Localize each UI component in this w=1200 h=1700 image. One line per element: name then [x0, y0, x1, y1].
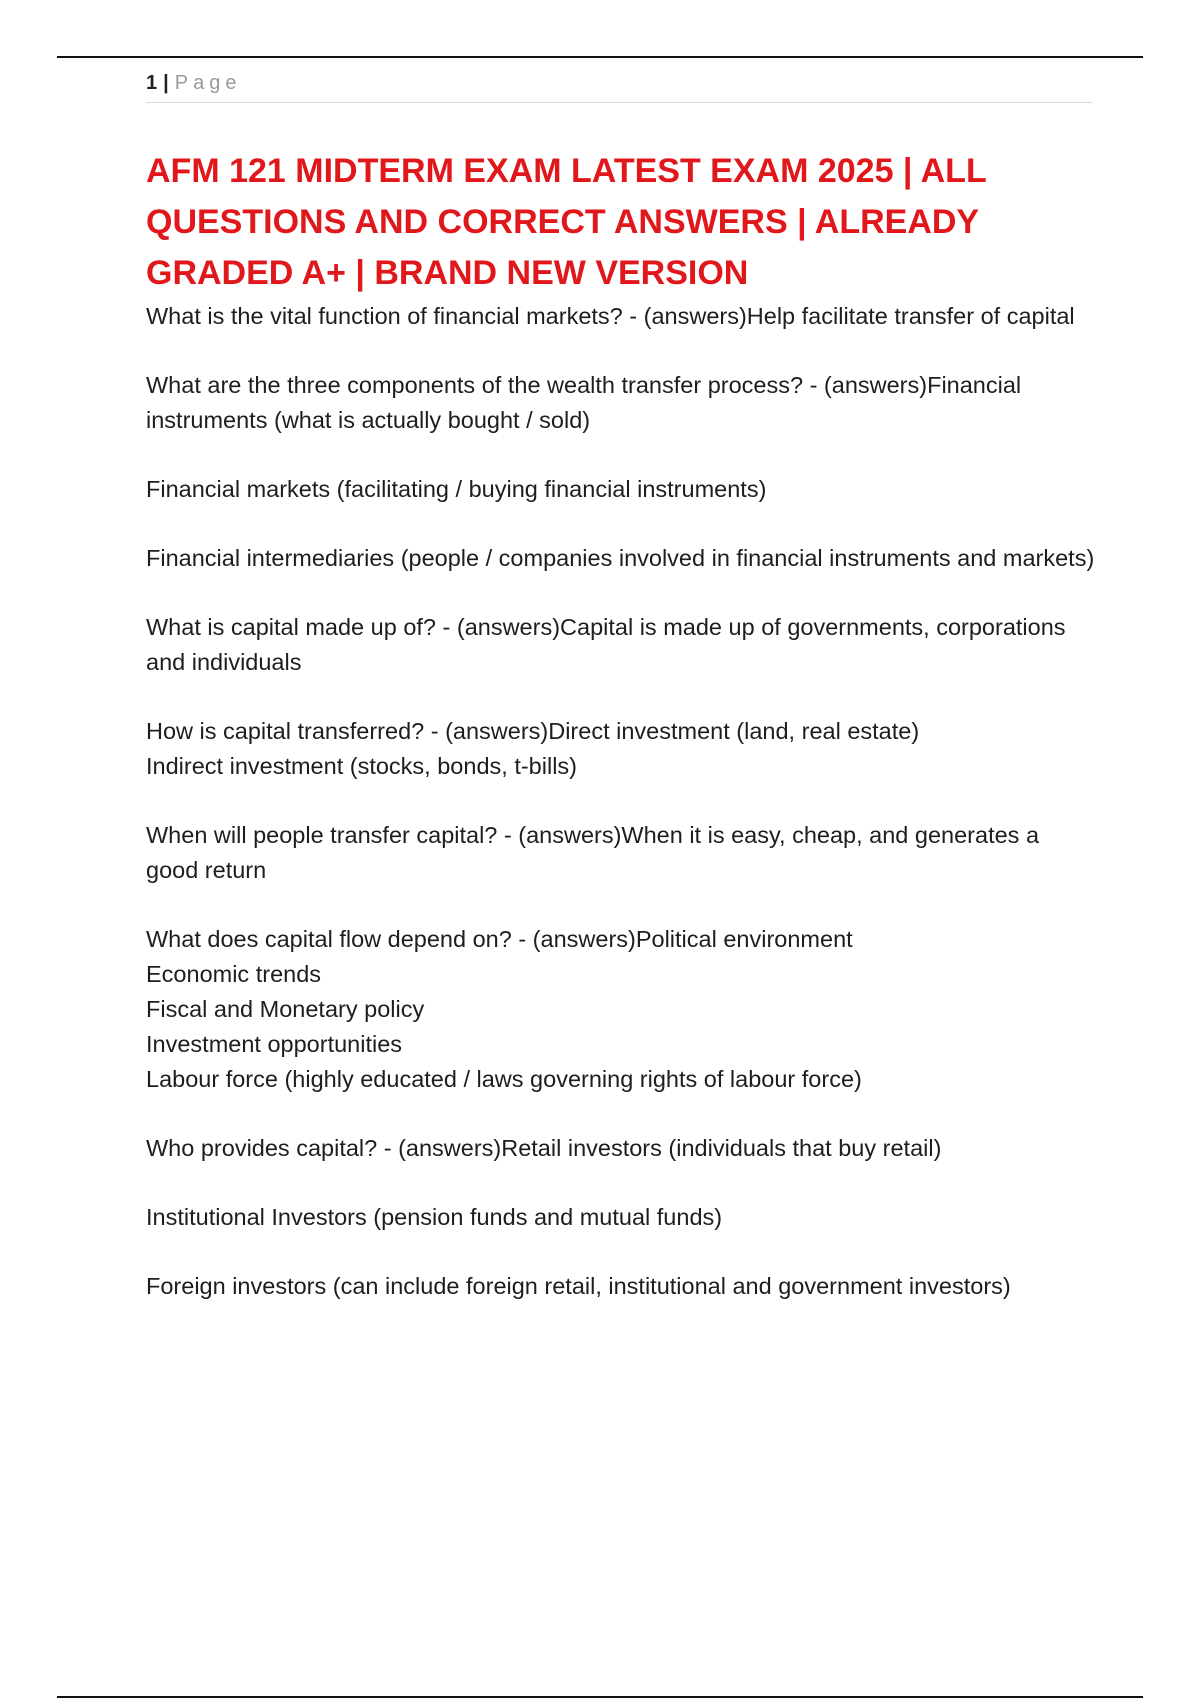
paragraph-spacer	[146, 1097, 1096, 1131]
paragraph-spacer	[146, 507, 1096, 541]
qa-paragraph	[146, 1200, 1096, 1235]
qa-line: Financial intermediaries (people / companies involved in financial instruments and markets)	[146, 545, 1095, 571]
page-number: 1	[146, 72, 158, 94]
paragraph-spacer	[146, 334, 1096, 368]
qa-paragraph	[146, 541, 1096, 576]
qa-paragraph	[146, 714, 1096, 784]
qa-paragraph	[146, 818, 1096, 888]
qa-list	[146, 299, 1096, 1304]
qa-line: Foreign investors (can include foreign retail, institutional and government investors)	[146, 1273, 1011, 1299]
qa-paragraph	[146, 299, 1096, 334]
document-title: AFM 121 MIDTERM EXAM LATEST EXAM 2025 | ALL QUESTIONS AND CORRECT ANSWERS | ALREADY GRADED A+ | BRAND NEW VERSION	[146, 152, 987, 292]
paragraph-spacer	[146, 576, 1096, 610]
qa-line: Labour force (highly educated / laws governing rights of labour force)	[146, 1066, 862, 1092]
qa-paragraph	[146, 922, 1096, 1097]
qa-line: Investment opportunities	[146, 1031, 403, 1057]
qa-paragraph	[146, 472, 1096, 507]
qa-line: Institutional Investors (pension funds and mutual funds)	[146, 1204, 723, 1230]
qa-line: Indirect investment (stocks, bonds, t-bills)	[146, 753, 577, 779]
paragraph-spacer	[146, 1166, 1096, 1200]
paragraph-spacer	[146, 438, 1096, 472]
bottom-rule	[57, 1696, 1143, 1698]
qa-line: What is the vital function of financial markets? - (answers)Help facilitate transfer of capital	[146, 303, 1075, 329]
qa-paragraph	[146, 610, 1096, 680]
page-header-separator: |	[163, 72, 169, 94]
paragraph-spacer	[146, 888, 1096, 922]
qa-line: Fiscal and Monetary policy	[146, 996, 425, 1022]
qa-line: How is capital transferred? - (answers)Direct investment (land, real estate)	[146, 718, 920, 744]
qa-line: Financial markets (facilitating / buying financial instruments)	[146, 476, 767, 502]
document-body	[146, 146, 1096, 1304]
paragraph-spacer	[146, 1235, 1096, 1269]
qa-paragraph	[146, 368, 1096, 438]
qa-line: When will people transfer capital? - (answers)When it is easy, cheap, and generates a good return	[146, 822, 1040, 883]
page-label: Page	[174, 72, 242, 94]
qa-paragraph	[146, 1131, 1096, 1166]
qa-line: What does capital flow depend on? - (answers)Political environment	[146, 926, 853, 952]
qa-line: Economic trends	[146, 961, 322, 987]
page-header	[146, 70, 1092, 103]
paragraph-spacer	[146, 680, 1096, 714]
qa-paragraph	[146, 1269, 1096, 1304]
paragraph-spacer	[146, 784, 1096, 818]
qa-line: What are the three components of the wealth transfer process? - (answers)Financial instruments (what is actually bought / sold)	[146, 372, 1022, 433]
qa-line: What is capital made up of? - (answers)Capital is made up of governments, corporations and individuals	[146, 614, 1066, 675]
qa-line: Who provides capital? - (answers)Retail investors (individuals that buy retail)	[146, 1135, 942, 1161]
top-rule	[57, 56, 1143, 58]
